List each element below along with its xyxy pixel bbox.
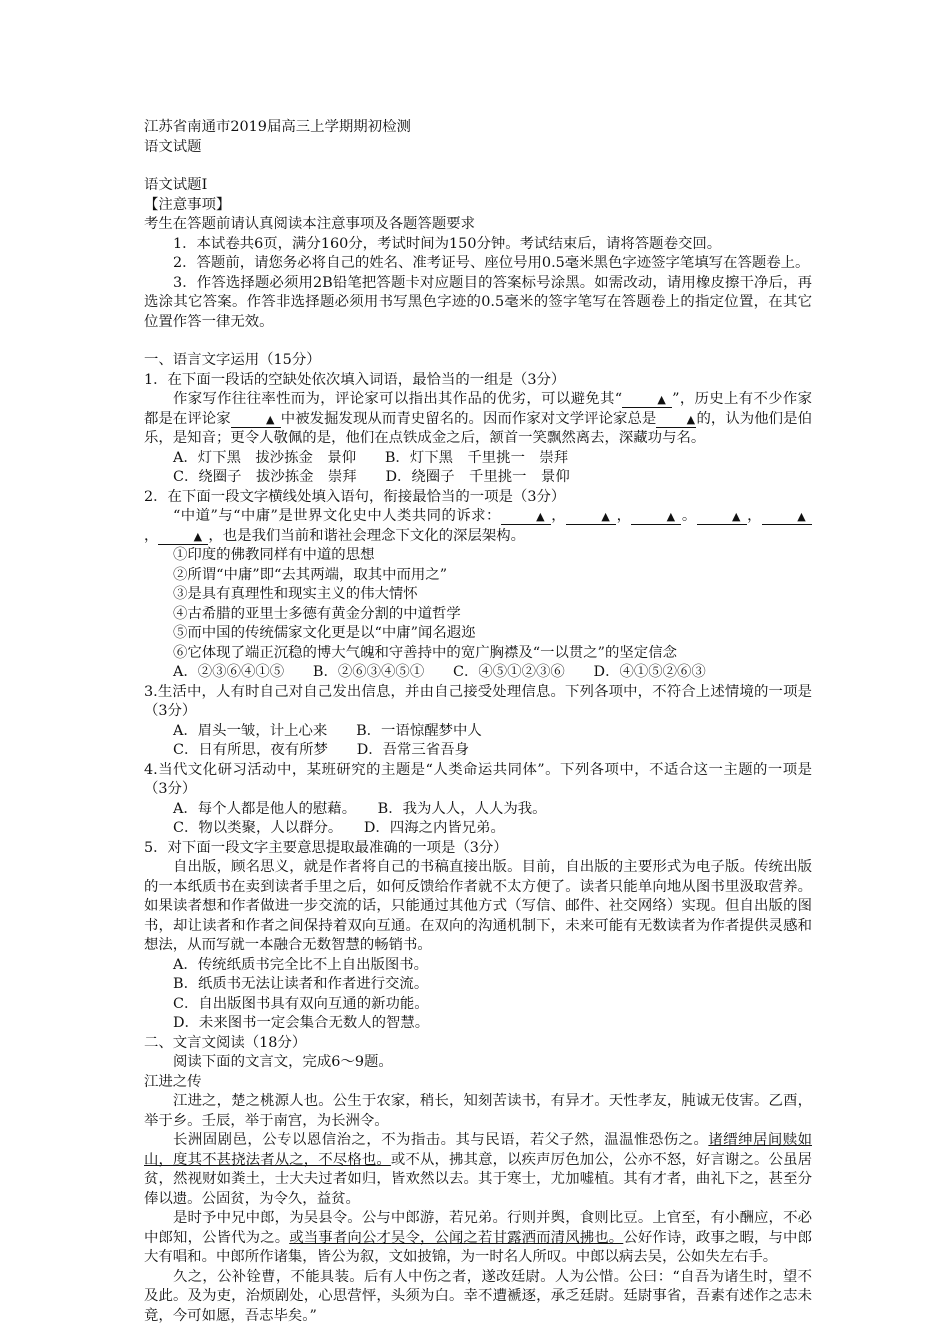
q5-stem: 5．对下面一段文字主要意思提取最准确的一项是（3分） (144, 839, 508, 856)
notice-label: 【注意事项】 (144, 196, 231, 213)
q5-passage: 自出版，顾名思义，就是作者将自己的书稿直接出版。目前，自出版的主要形式为电子版。传统出版的一本纸质书在卖到读者手里之后，如何反馈给作者就不太方便了。读者只能单向地从图书里汲取营养。如果读者想和作者做进一步交流的话，只能通过其他方式（写信、邮件、社交网络）实现。但自出版的图书，却让读者和作者之间保持着双向互通。在双向的沟通机制下，未来可能有无数读者为作者提供灵感和想法，从而写就一本融合无数智慧的畅销书。 (144, 859, 812, 953)
q5-option: B．纸质书无法让读者和作者进行交流。 (173, 976, 429, 992)
q3-options: A．眉头一皱，计上心来 B．一语惊醒梦中人 (173, 722, 482, 739)
notice-heading: 考生在答题前请认真阅读本注意事项及各题答题要求 (144, 216, 475, 232)
answer-blank[interactable]: ▲ (158, 528, 208, 545)
q1-options: C．绕圈子 拔沙拣金 崇拜 D．绕圈子 千里挑一 景仰 (173, 469, 570, 485)
q1-options: A．灯下黑 拔沙拣金 景仰 B．灯下黑 千里挑一 崇拜 (173, 449, 569, 466)
answer-blank[interactable]: ▲ (622, 391, 672, 408)
underlined-sentence: 或当事者向公才吴令，公闻之若甘露洒而清风拂也。 (289, 1229, 624, 1246)
essay-paragraph: 久之，公补铨曹，不能具装。后有人中伤之者，遂改廷尉。人为公惜。公曰：“自吾为诸生时，望不及此。及为吏，治烦剧处，心思营怦，头须为白。幸不遭褫逐，承乏廷尉。廷尉事省，吾素有述作之志未竟，今可如愿，吾志毕矣。” (144, 1268, 812, 1324)
answer-blank[interactable]: ▲ (762, 508, 812, 525)
answer-blank[interactable]: ▲ (231, 411, 281, 428)
q2-stem: 2．在下面一段文字横线处填入语句，衔接最恰当的一项是（3分） (144, 488, 566, 505)
q2-item: ②所谓“中庸”即“去其两端，取其中而用之” (173, 566, 448, 583)
answer-blank[interactable]: ▲ (501, 508, 551, 525)
q5-option: A．传统纸质书完全比不上自出版图书。 (173, 956, 429, 973)
q2-item: ⑥它体现了端正沉稳的博大气魄和守善持中的宽广胸襟及“一以贯之”的坚定信念 (173, 644, 677, 661)
q1-passage: 作家写作往往率性而为，评论家可以指出其作品的优劣，可以避免其“ ▲ ”，历史上有不少作家都是在评论家 ▲ 中被发掘发现从而青史留名的。因而作家对文学评论家总是 ▲的，认为他们是伯乐，是知音；更令人敬佩的是，他们在点铁成金之后，颔首一笑飘然离去，深藏功与名。 (144, 391, 813, 446)
spacer (144, 157, 812, 176)
part1-title: 一、语言文字运用（15分） (144, 352, 321, 368)
exam-subtitle: 语文试题 (144, 138, 202, 155)
q2-options: A．②③⑥④①⑤ B．②⑥③④⑤① C．④⑤①②③⑥ D．④①⑤②⑥③ (173, 664, 706, 680)
q2-item: ④古希腊的亚里士多德有黄金分割的中道哲学 (173, 605, 461, 622)
answer-blank[interactable]: ▲ (656, 411, 696, 428)
spacer (144, 332, 812, 351)
exam-page (144, 118, 812, 1326)
essay-paragraph: 长洲固剧邑，公专以恩信治之，不为指击。其与民语，若父子然，温温惟恐伤之。诸缙绅居间赎如山，度其不甚挠法者从之，不尽格也。或不从，拂其意，以疾声厉色加公，公亦不怒，好言谢之。公虽居贫，然视财如粪土，士大夫过者如归，皆欢然以去。其于寒士，尤加嘘植。其有才者，曲礼下之，甚至分俸以遗。公固贫，为令久，益贫。 (144, 1132, 812, 1207)
essay-title: 江进之传 (144, 1073, 202, 1090)
notice-item: 3．作答选择题必须用2B铅笔把答题卡对应题目的答案标号涂黑。如需改动，请用橡皮擦干净后，再选涂其它答案。作答非选择题必须用书写黑色字迹的0.5毫米的签字笔写在答题卷上的指定位置，在其它位置作答一律无效。 (144, 274, 812, 330)
answer-blank[interactable]: ▲ (566, 508, 616, 525)
q5-option: C．自出版图书具有双向互通的新功能。 (173, 995, 429, 1012)
q2-passage: “中道”与“中庸”是世界文化史中人类共同的诉求： ▲ ， ▲ ， ▲ 。 ▲ ， ▲， ▲ ，也是我们当前和谐社会理念下文化的深层架构。 (144, 507, 812, 546)
part2-title: 二、文言文阅读（18分） (144, 1034, 307, 1051)
q4-options: C．物以类聚，人以群分。 D．四海之内皆兄弟。 (173, 820, 505, 836)
answer-blank[interactable]: ▲ (631, 508, 681, 525)
notice-item: 1．本试卷共6页，满分160分，考试时间为150分钟。考试结束后，请将答题卷交回。 (173, 235, 722, 252)
essay-paragraph: 江进之，楚之桃源人也。公生于农家，稍长，知刻苦读书，有异才。天性孝友，肫诚无伎害。乙酉，举于乡。壬辰，举于南宫，为长洲令。 (144, 1093, 812, 1129)
q4-stem: 4.当代文化研习活动中，某班研究的主题是“人类命运共同体”。下列各项中，不适合这一主题的一项是（3分） (144, 761, 812, 797)
exam-title: 江苏省南通市2019届高三上学期期初检测 (144, 119, 411, 135)
q2-item: ③是具有真理性和现实主义的伟大情怀 (173, 586, 418, 602)
q5-option: D．未来图书一定会集合无数人的智慧。 (173, 1015, 430, 1031)
q3-stem: 3.生活中，人有时自己对自己发出信息，并由自己接受处理信息。下列各项中，不符合上述情境的一项是（3分） (144, 683, 812, 719)
answer-blank[interactable]: ▲ (697, 508, 747, 525)
notice-item: 2．答题前，请您务必将自己的姓名、准考证号、座位号用0.5毫米黑色字迹签字笔填写在答题卷上。 (173, 255, 810, 271)
q1-stem: 1．在下面一段话的空缺处依次填入词语，最恰当的一组是（3分） (144, 371, 566, 388)
q2-item: ①印度的佛教同样有中道的思想 (173, 547, 375, 563)
q3-options: C．日有所思，夜有所梦 D．吾常三省吾身 (173, 742, 469, 758)
underlined-sentence: 诸缙绅居间赎如山，度其不甚挠法者从之，不尽格也。 (144, 1132, 812, 1168)
q4-options: A．每个人都是他人的慰藉。 B．我为人人，人人为我。 (173, 800, 547, 817)
part2-intro: 阅读下面的文言文，完成6～9题。 (173, 1054, 393, 1070)
section-title: 语文试题Ⅰ (144, 177, 208, 193)
essay-paragraph: 是时予中兄中郎，为吴县令。公与中郎游，若兄弟。行则并舆，食则比豆。上官至，有小酬应，不必中郎知，公皆代为之。或当事者向公才吴令，公闻之若甘露洒而清风拂也。公好作诗，政事之暇，与中郎大有唱和。中郎所作诸集，皆公为叙，文如披锦，为一时名人所叹。中郎以病去吴，公如失左右手。 (144, 1210, 812, 1265)
q2-item: ⑤而中国的传统儒家文化更是以“中庸”闻名遐迩 (173, 625, 476, 641)
